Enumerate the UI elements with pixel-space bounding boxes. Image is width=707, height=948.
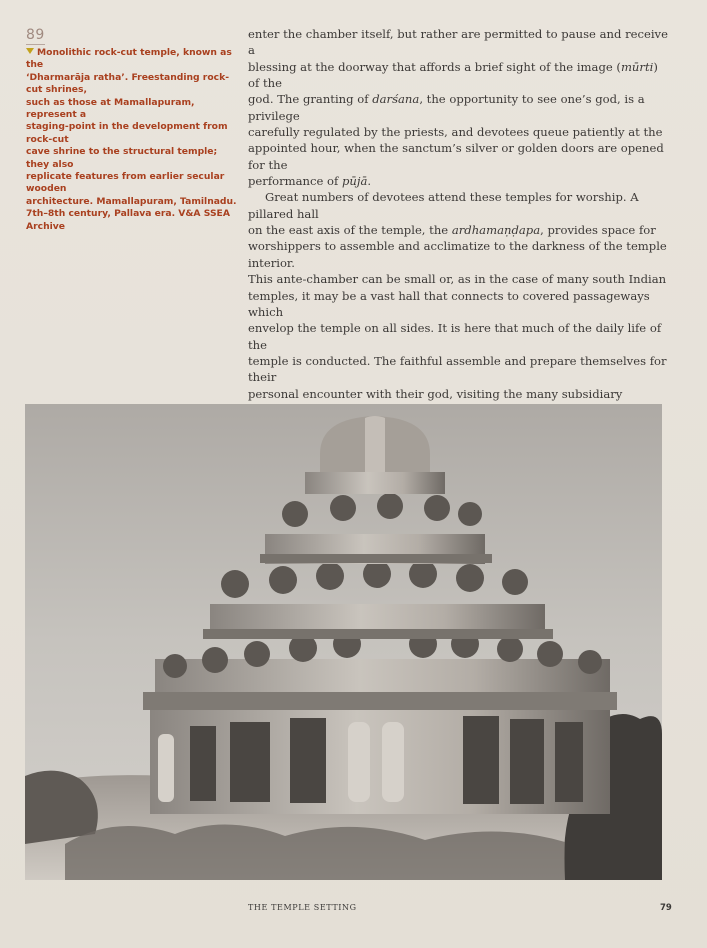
caption-line: replicate features from earlier secular wooden	[26, 171, 225, 195]
figure-caption	[26, 24, 240, 233]
body-line: god. The granting of darśana, the opportunity to see one’s god, is a privilege	[248, 92, 645, 123]
caption-line: architecture. Mamallapuram, Tamilnadu.	[26, 195, 237, 207]
body-line: performance of pūjā.	[248, 174, 372, 189]
caption-line: staging-point in the development from rock-cut	[26, 121, 228, 145]
caption-line: such as those at Mamallapuram, represent a	[26, 96, 195, 121]
caption-line: cave shrine to the structural temple; they also	[26, 146, 218, 170]
caption-line: Monolithic rock-cut temple, known as the	[26, 47, 232, 71]
body-line: enter the chamber itself, but rather are permitted to pause and receive a	[248, 27, 668, 58]
body-line: appointed hour, when the sanctum’s silver or golden doors are opened for the	[248, 141, 664, 172]
body-line: personal encounter with their god, visiting the many subsidiary	[248, 386, 623, 401]
body-line: temples, it may be a vast hall that connects to covered passageways which	[248, 288, 650, 319]
body-line: envelop the temple on all sides. It is here that much of the daily life of the	[248, 321, 662, 352]
figure-number: 89	[26, 27, 45, 43]
temple-photo-illustration	[25, 404, 662, 880]
temple-photograph	[25, 404, 662, 880]
body-line: temple is conducted. The faithful assemble and prepare themselves for their	[248, 353, 667, 385]
caption-line: ‘Dharmarāja ratha’. Freestanding rock-cut shrines,	[26, 71, 230, 96]
caption-credit: 7th–8th century, Pallava era. V&A SSEA Archive	[26, 208, 230, 232]
body-line: worshippers to assemble and acclimatize to the darkness of the temple interior.	[248, 239, 667, 270]
body-line: blessing at the doorway that affords a brief sight of the image (mūrti) of the	[248, 59, 658, 91]
body-line: This ante-chamber can be small or, as in the case of many south Indian	[248, 272, 667, 287]
caption-marker-icon	[26, 48, 34, 54]
caption-text	[26, 47, 240, 208]
body-line: on the east axis of the temple, the ardhamaṇḍapa, provides space for	[248, 223, 656, 238]
body-line: Great numbers of devotees attend these temples for worship. A pillared hall	[248, 190, 639, 221]
body-line: carefully regulated by the priests, and devotees queue patiently at the	[248, 125, 663, 140]
page-number: 79	[660, 903, 672, 913]
body-paragraph	[248, 26, 668, 189]
running-footer-title: THE TEMPLE SETTING	[248, 903, 357, 912]
